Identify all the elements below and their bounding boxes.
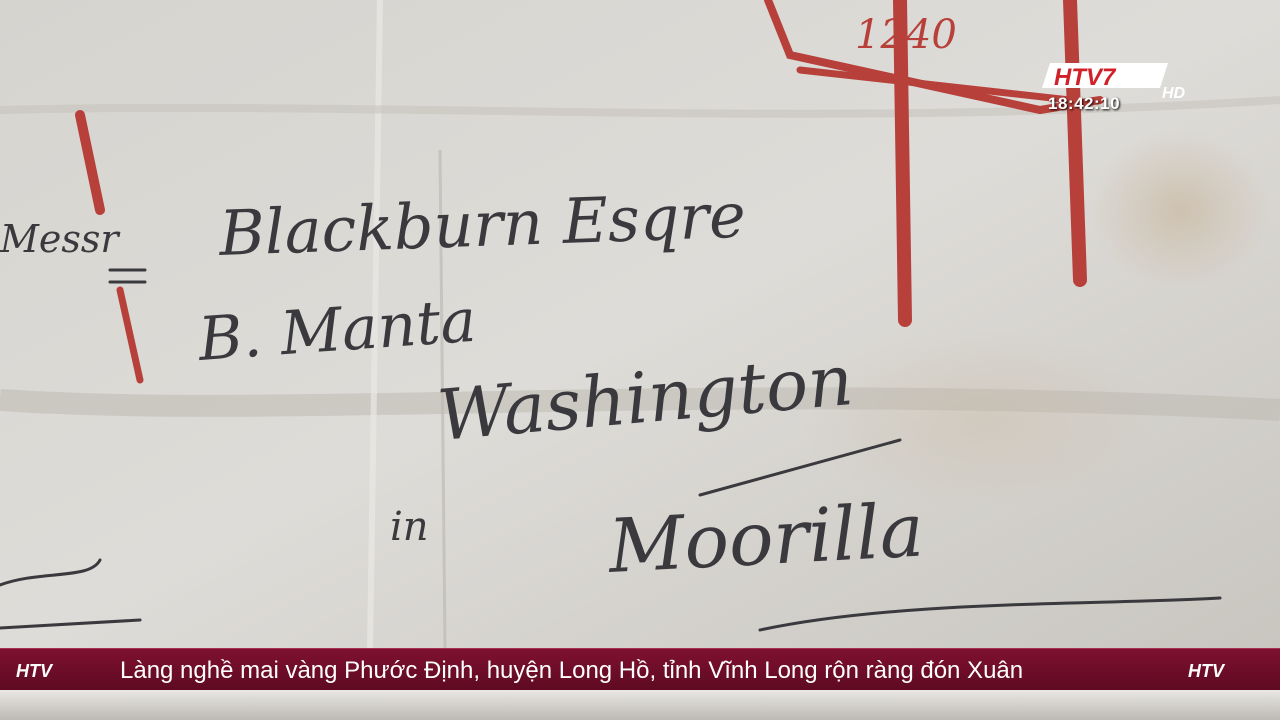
logo-suffix: HD xyxy=(1162,85,1186,102)
ticker-headline: Làng nghề mai vàng Phước Định, huyện Long Hồ, tỉnh Vĩnh Long rộn ràng đón Xuân xyxy=(120,657,1024,684)
stamp-number: 1240 xyxy=(855,12,957,58)
ticker-logo-right xyxy=(1186,657,1246,683)
broadcast-clock: 18:42:10 xyxy=(1048,94,1121,113)
bottom-strip xyxy=(0,690,1280,720)
ticker-logo-left xyxy=(14,657,74,683)
handwriting-line: B. Manta xyxy=(196,285,479,375)
logo-text: HTV7 xyxy=(1054,64,1116,91)
news-ticker xyxy=(0,648,1280,691)
svg-text:HTV: HTV xyxy=(1188,661,1224,681)
handwriting-line: in xyxy=(390,504,429,550)
handwriting-line: Moorilla xyxy=(606,487,926,590)
handwriting-line: Washington xyxy=(434,338,857,457)
paper-stain xyxy=(1090,130,1270,290)
handwriting-line: Messr xyxy=(0,217,119,261)
handwriting-line: Blackburn Esqre xyxy=(217,178,747,270)
svg-text:HTV: HTV xyxy=(16,661,52,681)
